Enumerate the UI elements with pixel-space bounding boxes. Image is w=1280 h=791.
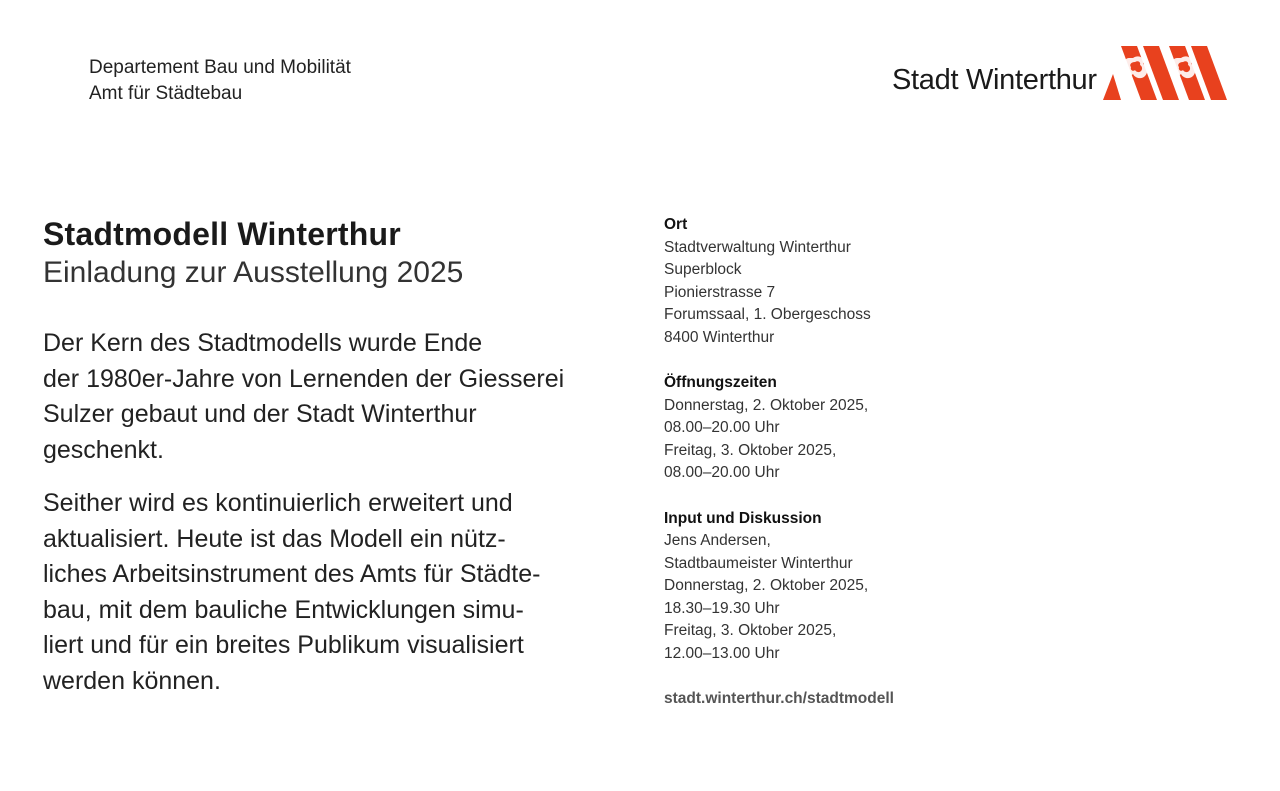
paragraph-line: geschenkt. bbox=[43, 435, 164, 464]
location-line: Pionierstrasse 7 bbox=[664, 283, 776, 301]
paragraph-line: werden können. bbox=[43, 666, 221, 695]
website-link[interactable]: stadt.winterthur.ch/stadtmodell bbox=[664, 690, 894, 707]
department-name: Departement Bau und Mobilität bbox=[89, 57, 351, 78]
office-name: Amt für Städtebau bbox=[89, 83, 243, 104]
location-line: Forumssaal, 1. Obergeschoss bbox=[664, 306, 871, 323]
detail-paragraph bbox=[43, 486, 633, 699]
department-block bbox=[89, 55, 351, 107]
brand bbox=[892, 42, 1229, 104]
discussion-line: Donnerstag, 2. Oktober 2025, bbox=[664, 577, 869, 594]
discussion-title: Input und Diskussion bbox=[664, 509, 822, 527]
page-title: Stadtmodell Winterthur bbox=[43, 216, 401, 252]
location-section bbox=[664, 214, 964, 349]
main-content bbox=[43, 214, 633, 699]
winterthur-lions-logo-icon bbox=[1103, 44, 1229, 102]
paragraph-line: liert und für ein breites Publikum visualisiert bbox=[43, 631, 524, 659]
paragraph-line: Der Kern des Stadtmodells wurde Ende bbox=[43, 329, 483, 357]
discussion-line: 12.00–13.00 Uhr bbox=[664, 644, 780, 662]
paragraph-line: Seither wird es kontinuierlich erweitert und bbox=[43, 489, 513, 517]
discussion-section bbox=[664, 508, 964, 666]
location-line: Superblock bbox=[664, 261, 742, 278]
hours-line: 08.00–20.00 Uhr bbox=[664, 419, 780, 436]
paragraph-line: bau, mit dem bauliche Entwicklungen simu- bbox=[43, 595, 524, 624]
discussion-line: Freitag, 3. Oktober 2025, bbox=[664, 622, 837, 639]
hours-line: 08.00–20.00 Uhr bbox=[664, 464, 780, 481]
intro-paragraph bbox=[43, 326, 633, 468]
discussion-line: 18.30–19.30 Uhr bbox=[664, 599, 780, 617]
location-line: 8400 Winterthur bbox=[664, 328, 775, 346]
page-subtitle: Einladung zur Ausstellung 2025 bbox=[43, 256, 464, 289]
paragraph-line: Sulzer gebaut und der Stadt Winterthur bbox=[43, 400, 477, 428]
hours-line: Donnerstag, 2. Oktober 2025, bbox=[664, 396, 869, 414]
location-title: Ort bbox=[664, 216, 688, 233]
discussion-line: Stadtbaumeister Winterthur bbox=[664, 554, 853, 572]
paragraph-line: liches Arbeitsinstrument des Amts für Städte- bbox=[43, 560, 541, 588]
hours-title: Öffnungszeiten bbox=[664, 374, 777, 391]
paragraph-line: der 1980er-Jahre von Lernenden der Giesserei bbox=[43, 364, 565, 393]
discussion-line: Jens Andersen, bbox=[664, 532, 771, 549]
paragraph-line: aktualisiert. Heute ist das Modell ein nütz- bbox=[43, 524, 506, 553]
hours-line: Freitag, 3. Oktober 2025, bbox=[664, 441, 837, 459]
info-column bbox=[664, 214, 964, 711]
hours-section bbox=[664, 372, 964, 485]
location-line: Stadtverwaltung Winterthur bbox=[664, 238, 851, 256]
brand-name: Stadt Winterthur bbox=[892, 63, 1097, 96]
